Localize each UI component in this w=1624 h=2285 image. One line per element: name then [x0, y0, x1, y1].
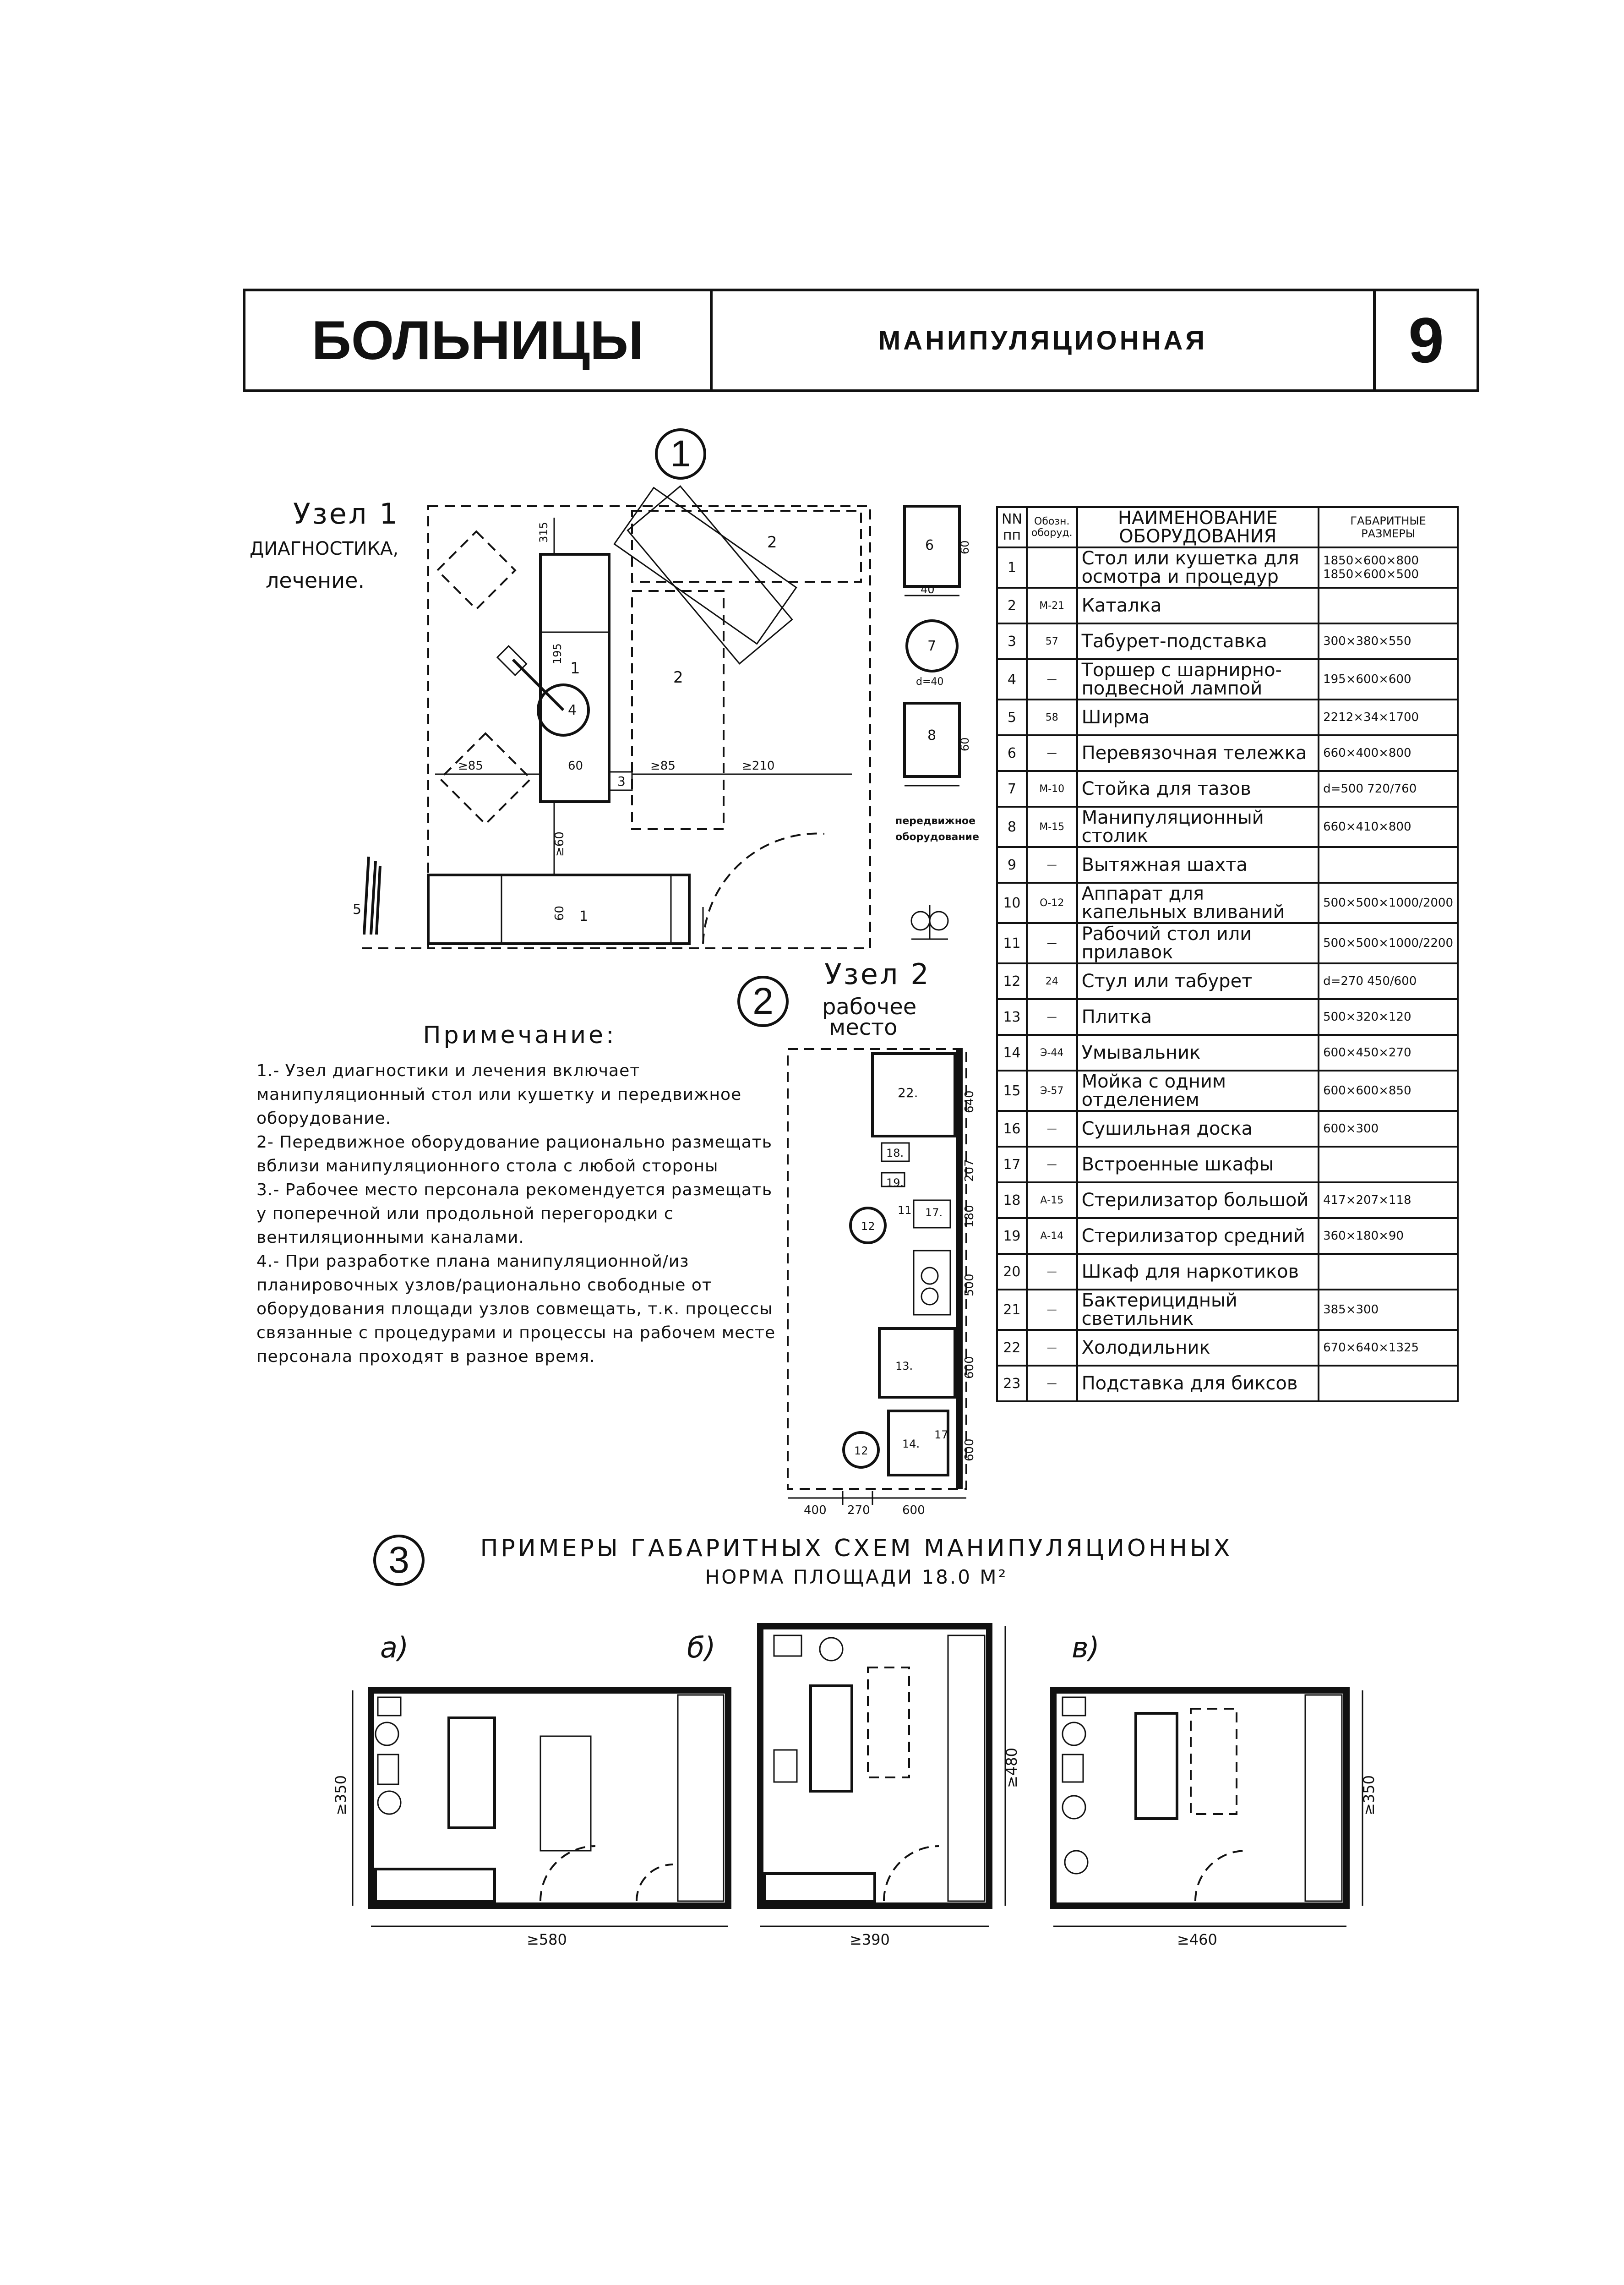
svg-text:600: 600 — [963, 1356, 976, 1379]
row-number: 20 — [997, 1254, 1027, 1290]
svg-text:13.: 13. — [895, 1360, 913, 1372]
svg-text:207: 207 — [963, 1159, 976, 1182]
row-name: Табурет-подставка — [1077, 623, 1319, 659]
page-subtitle: МАНИПУЛЯЦИОННАЯ — [713, 291, 1376, 389]
row-name: Мойка с одним отделением — [1077, 1071, 1319, 1111]
row-name: Стерилизатор средний — [1077, 1218, 1319, 1254]
row-number: 4 — [997, 659, 1027, 700]
row-dims: 1850×600×800 1850×600×500 — [1319, 547, 1458, 588]
scheme-c-label: в) — [1072, 1631, 1100, 1664]
section-3-subtitle: НОРМА ПЛОЩАДИ 18.0 М² — [705, 1566, 1008, 1588]
svg-text:2: 2 — [767, 533, 777, 552]
svg-text:60: 60 — [568, 759, 583, 773]
row-dims: d=270 450/600 — [1319, 963, 1458, 999]
row-code: — — [1027, 999, 1077, 1035]
row-name: Бактерицидный светильник — [1077, 1290, 1319, 1330]
col-num: NN пп — [997, 507, 1027, 547]
node-1-label: Узел 1 — [293, 497, 399, 530]
svg-text:60: 60 — [553, 905, 567, 921]
mobile-label-2: оборудование — [895, 831, 979, 843]
row-code: — — [1027, 847, 1077, 883]
page-title: БОЛЬНИЦЫ — [245, 291, 713, 389]
row-name: Вытяжная шахта — [1077, 847, 1319, 883]
row-code: — — [1027, 735, 1077, 771]
row-code: 57 — [1027, 623, 1077, 659]
row-name: Стол или кушетка для осмотра и процедур — [1077, 547, 1319, 588]
row-dims: 300×380×550 — [1319, 623, 1458, 659]
svg-text:600: 600 — [902, 1503, 925, 1517]
scheme-b-label: б) — [687, 1631, 716, 1664]
svg-text:40: 40 — [921, 583, 935, 596]
row-dims: 360×180×90 — [1319, 1218, 1458, 1254]
svg-text:12: 12 — [861, 1220, 875, 1233]
row-number: 2 — [997, 588, 1027, 623]
row-code: — — [1027, 1330, 1077, 1366]
row-code: Э-44 — [1027, 1035, 1077, 1071]
svg-text:195: 195 — [551, 643, 564, 664]
note-4: 4.- При разработке плана манипуляционной/из планировочных узлов/рационально свободные от оборудования площади узлов совмещать, т.к. процессы связанные с процедурами и процессы на рабочем месте персонала проходят в разное время. — [256, 1252, 776, 1366]
scheme-b-width: ≥390 — [850, 1931, 890, 1948]
row-number: 16 — [997, 1111, 1027, 1147]
row-name: Сушильная доска — [1077, 1111, 1319, 1147]
row-name: Плитка — [1077, 999, 1319, 1035]
svg-text:400: 400 — [804, 1503, 827, 1517]
row-number: 11 — [997, 923, 1027, 963]
svg-text:17: 17 — [934, 1428, 948, 1441]
sheet-number: 9 — [1408, 304, 1444, 376]
row-dims: 385×300 — [1319, 1290, 1458, 1330]
svg-text:6: 6 — [925, 537, 934, 553]
scheme-c — [1053, 1690, 1346, 1906]
svg-text:3: 3 — [617, 774, 626, 789]
node-2-label: Узел 2 — [824, 957, 931, 991]
svg-text:1: 1 — [570, 659, 580, 678]
row-name: Рабочий стол или прилавок — [1077, 923, 1319, 963]
svg-text:315: 315 — [537, 522, 550, 543]
row-number: 19 — [997, 1218, 1027, 1254]
row-dims: 600×600×850 — [1319, 1071, 1458, 1111]
row-name: Аппарат для капельных вливаний — [1077, 883, 1319, 923]
row-number: 1 — [997, 547, 1027, 588]
svg-text:d=40: d=40 — [916, 676, 944, 688]
row-number: 8 — [997, 807, 1027, 847]
col-code: Обозн. оборуд. — [1027, 507, 1077, 547]
row-number: 3 — [997, 623, 1027, 659]
row-number: 6 — [997, 735, 1027, 771]
row-name: Подставка для биксов — [1077, 1366, 1319, 1401]
section-1-marker: 1 — [655, 428, 706, 480]
row-number: 18 — [997, 1182, 1027, 1218]
row-dims: 500×500×1000/2000 — [1319, 883, 1458, 923]
row-number: 23 — [997, 1366, 1027, 1401]
svg-text:60: 60 — [959, 737, 971, 751]
svg-text:7: 7 — [927, 638, 937, 654]
scheme-c-width: ≥460 — [1177, 1931, 1217, 1948]
row-dims: d=500 720/760 — [1319, 771, 1458, 807]
row-number: 5 — [997, 700, 1027, 735]
mobile-label-1: передвижное — [895, 815, 976, 827]
row-name: Встроенные шкафы — [1077, 1147, 1319, 1182]
row-number: 22 — [997, 1330, 1027, 1366]
svg-text:500: 500 — [963, 1274, 976, 1296]
row-code: М-21 — [1027, 588, 1077, 623]
scheme-a-label: а) — [380, 1631, 409, 1664]
row-number: 9 — [997, 847, 1027, 883]
row-code: А-14 — [1027, 1218, 1077, 1254]
svg-text:2: 2 — [673, 668, 683, 687]
row-code: М-10 — [1027, 771, 1077, 807]
node-1-desc-2: лечение. — [266, 568, 365, 593]
row-code: — — [1027, 1290, 1077, 1330]
row-number: 21 — [997, 1290, 1027, 1330]
row-code: М-15 — [1027, 807, 1077, 847]
row-name: Каталка — [1077, 588, 1319, 623]
note-3: 3.- Рабочее место персонала рекомендуется размещать у поперечной или продольной перегородки с вентиляционными каналами. — [256, 1181, 773, 1247]
row-name: Стул или табурет — [1077, 963, 1319, 999]
svg-text:14.: 14. — [902, 1438, 920, 1450]
svg-text:640: 640 — [963, 1090, 976, 1113]
row-name: Манипуляционный столик — [1077, 807, 1319, 847]
row-name: Перевязочная тележка — [1077, 735, 1319, 771]
row-code: — — [1027, 1111, 1077, 1147]
row-number: 15 — [997, 1071, 1027, 1111]
row-code: — — [1027, 659, 1077, 700]
row-dims: 500×320×120 — [1319, 999, 1458, 1035]
note-2: 2- Передвижное оборудование рационально размещать вблизи манипуляционного стола с любой стороны — [256, 1133, 772, 1175]
svg-text:60: 60 — [959, 540, 971, 554]
scheme-c-height: ≥350 — [1360, 1775, 1378, 1815]
row-code: — — [1027, 923, 1077, 963]
svg-text:22.: 22. — [898, 1085, 918, 1100]
svg-text:12: 12 — [854, 1444, 868, 1457]
svg-text:≥85: ≥85 — [650, 759, 676, 773]
svg-text:≥60: ≥60 — [553, 831, 567, 857]
row-number: 7 — [997, 771, 1027, 807]
row-dims: 195×600×600 — [1319, 659, 1458, 700]
row-dims: 660×400×800 — [1319, 735, 1458, 771]
svg-text:≥210: ≥210 — [742, 759, 775, 773]
svg-text:1: 1 — [579, 908, 589, 924]
row-number: 10 — [997, 883, 1027, 923]
scheme-b — [760, 1626, 989, 1906]
row-name: Шкаф для наркотиков — [1077, 1254, 1319, 1290]
node-1-desc-1: ДИАГНОСТИКА, — [250, 538, 399, 559]
svg-text:4: 4 — [568, 702, 577, 718]
note-1: 1.- Узел диагностики и лечения включает манипуляционный стол или кушетку и передвижное оборудование. — [256, 1061, 742, 1128]
svg-text:5: 5 — [353, 902, 362, 918]
row-dims: 600×300 — [1319, 1111, 1458, 1147]
svg-text:11.: 11. — [898, 1204, 916, 1217]
row-number: 14 — [997, 1035, 1027, 1071]
row-code: А-15 — [1027, 1182, 1077, 1218]
svg-text:19.: 19. — [886, 1176, 904, 1189]
row-number: 12 — [997, 963, 1027, 999]
row-name: Стойка для тазов — [1077, 771, 1319, 807]
scheme-a-height: ≥350 — [332, 1775, 349, 1815]
row-number: 13 — [997, 999, 1027, 1035]
row-dims: 600×450×270 — [1319, 1035, 1458, 1071]
row-code: 24 — [1027, 963, 1077, 999]
row-dims: 417×207×118 — [1319, 1182, 1458, 1218]
col-dims: ГАБАРИТНЫЕ РАЗМЕРЫ — [1319, 507, 1458, 547]
row-name: Торшер с шарнирно-подвесной лампой — [1077, 659, 1319, 700]
row-code: — — [1027, 1147, 1077, 1182]
scheme-a — [371, 1690, 728, 1906]
row-name: Умывальник — [1077, 1035, 1319, 1071]
section-3-title: ПРИМЕРЫ ГАБАРИТНЫХ СХЕМ МАНИПУЛЯЦИОННЫХ — [480, 1535, 1233, 1562]
svg-text:17.: 17. — [925, 1206, 943, 1219]
row-code: — — [1027, 1366, 1077, 1401]
row-dims: 660×410×800 — [1319, 807, 1458, 847]
section-3-marker: 3 — [373, 1535, 425, 1586]
row-code: 58 — [1027, 700, 1077, 735]
row-code: О-12 — [1027, 883, 1077, 923]
notes-title: Примечание: — [423, 1022, 617, 1049]
svg-text:180: 180 — [963, 1205, 976, 1228]
row-code: — — [1027, 1254, 1077, 1290]
node-2-desc-2: место — [829, 1015, 898, 1040]
row-number: 17 — [997, 1147, 1027, 1182]
scheme-b-height: ≥480 — [1003, 1748, 1020, 1788]
section-2-marker: 2 — [737, 976, 789, 1027]
svg-text:600: 600 — [963, 1438, 976, 1461]
node-2-desc-1: рабочее — [822, 994, 917, 1020]
row-name: Холодильник — [1077, 1330, 1319, 1366]
svg-text:≥85: ≥85 — [458, 759, 483, 773]
row-dims: 670×640×1325 — [1319, 1330, 1458, 1366]
svg-text:18.: 18. — [886, 1147, 904, 1159]
row-name: Ширма — [1077, 700, 1319, 735]
row-code: Э-57 — [1027, 1071, 1077, 1111]
scheme-a-width: ≥580 — [527, 1931, 567, 1948]
col-name: НАИМЕНОВАНИЕ ОБОРУДОВАНИЯ — [1077, 507, 1319, 547]
row-dims: 500×500×1000/2200 — [1319, 923, 1458, 963]
row-dims: 2212×34×1700 — [1319, 700, 1458, 735]
row-name: Стерилизатор большой — [1077, 1182, 1319, 1218]
svg-text:8: 8 — [927, 727, 937, 743]
svg-text:270: 270 — [847, 1503, 870, 1517]
